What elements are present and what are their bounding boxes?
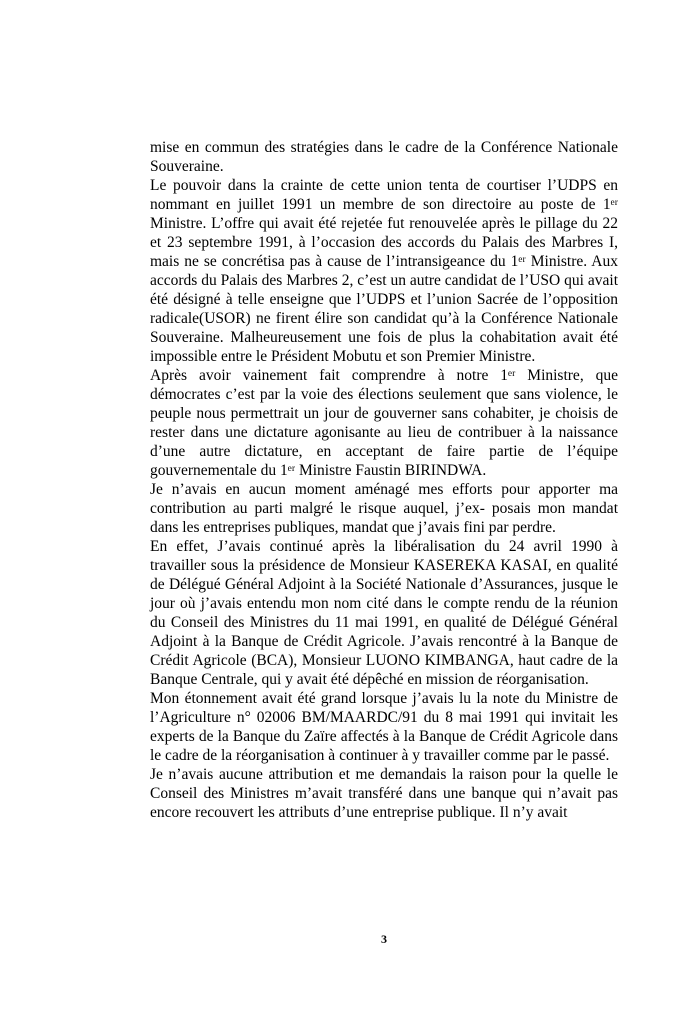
paragraph-continuation: mise en commun des stratégies dans le cadre de la Conférence Nationale Souveraine. — [150, 139, 618, 175]
paragraph-en-effet: En effet, J’avais continué après la libéralisation du 24 avril 1990 à travailler sous la présidence de Monsieur KASEREKA KASAI, en qualité de Délégué Général Adjoint à la Société Nationale d’Assurances, jusque le jour où j’avais entendu mon nom cité dans le compte rendu de la réunion du Conseil des Ministres du 11 mai 1991, en qualité de Délégué Général Adjoint à la Banque de Crédit Agricole. J’avais rencontré à la Banque de Crédit Agricole (BCA), Monsieur LUONO KIMBANGA, haut cadre de la Banque Centrale, qui y avait été dépêché en mission de réorganisation. — [150, 538, 618, 688]
paragraph-je-navais-moment: Je n’avais en aucun moment aménagé mes efforts pour apporter ma contribution au parti malgré le risque auquel, j’ex- posais mon mandat dans les entreprises publiques, mandat que j’avais fini par perdre. — [150, 481, 618, 536]
paragraph-pouvoir-udps: Le pouvoir dans la crainte de cette union tenta de courtiser l’UDPS en nommant en juillet 1991 un membre de son directoire au poste de 1ᵉʳ Ministre. L’offre qui avait été rejetée fut renouvelée après le pillage du 22 et 23 septembre 1991, à l’occasion des accords du Palais des Marbres I, mais ne se concrétisa pas à cause de l’intransigeance du 1ᵉʳ Ministre. Aux accords du Palais des Marbres 2, c’est un autre candidat de l’USO qui avait été désigné à telle enseigne que l’UDPS et l’union Sacrée de l’opposition radicale(USOR) ne firent élire son candidat qu’à la Conférence Nationale Souveraine. Malheureusement une fois de plus la cohabitation avait été impossible entre le Président Mobutu et son Premier Ministre. — [150, 177, 618, 365]
paragraph-apres-avoir: Après avoir vainement fait comprendre à notre 1ᵉʳ Ministre, que démocrates c’est par la voie des élections seulement que sans violence, le peuple nous permettrait un jour de gouverner sans cohabiter, je choisis de rester dans une dictature agonisante au lieu de contribuer à la naissance d’une autre dictature, en acceptant de faire partie de l’équipe gouvernementale du 1ᵉʳ Ministre Faustin BIRINDWA. — [150, 367, 618, 479]
paragraph-mon-etonnement: Mon étonnement avait été grand lorsque j’avais lu la note du Ministre de l’Agriculture n° 02006 BM/MAARDC/91 du 8 mai 1991 qui invitait les experts de la Banque du Zaïre affectés à la Banque de Crédit Agricole dans le cadre de la réorganisation à continuer à y travailler comme par le passé. — [150, 690, 618, 764]
page-body — [150, 138, 618, 822]
page-number: 3 — [381, 932, 387, 946]
paragraph-je-navais-attribution: Je n’avais aucune attribution et me demandais la raison pour la quelle le Conseil des Ministres m’avait transféré dans une banque qui n’avait pas encore recouvert les attributs d’une entreprise publique. Il n’y avait — [150, 766, 618, 821]
